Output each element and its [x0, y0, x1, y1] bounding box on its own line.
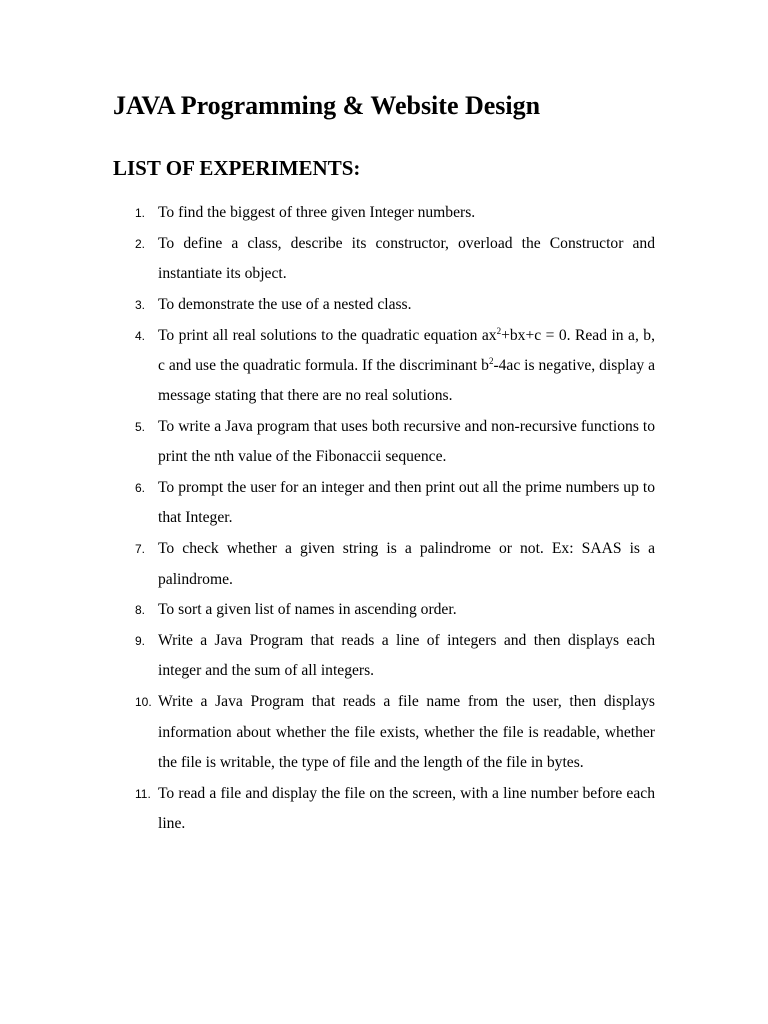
list-item — [0, 534, 768, 595]
list-item-text: To write a Java program that uses both recursive and non-recursive functions to print the nth value of the Fibonaccii sequence. — [158, 418, 655, 466]
superscript-exponent: 2 — [488, 355, 494, 366]
list-item-text: To check whether a given string is a palindrome or not. Ex: SAAS is a palindrome. — [158, 540, 655, 588]
list-item-text: Write a Java Program that reads a file name from the user, then displays information about whether the file exists, whether the file is readable, whether the file is writable, the type of file and the length of the file in bytes. — [158, 693, 655, 771]
list-item-number: 5. — [135, 420, 146, 435]
quadratic-text-part1: To print all real solutions to the quadratic equation ax — [158, 326, 497, 344]
list-item-text: To read a file and display the file on the screen, with a line number before each line. — [158, 784, 655, 832]
quadratic-text-part3: -4ac is negative, display a message stating that there are no real solutions. — [158, 356, 655, 405]
list-item-text: To define a class, describe its constructor, overload the Constructor and instantiate its object. — [158, 234, 655, 283]
list-item-text: To find the biggest of three given Integer numbers. — [158, 204, 476, 221]
list-item-number: 8. — [135, 603, 146, 618]
list-heading: LIST OF EXPERIMENTS: — [113, 156, 361, 180]
list-item-number: 6. — [135, 481, 146, 496]
list-item — [0, 321, 768, 412]
list-item-text: To demonstrate the use of a nested class. — [158, 295, 412, 313]
list-item-text — [158, 321, 655, 412]
list-item-number: 2. — [135, 236, 146, 251]
list-item-number: 9. — [135, 634, 146, 649]
list-item-text: Write a Java Program that reads a line of integers and then displays each integer and the sum of all integers. — [158, 632, 655, 680]
list-item-number: 4. — [135, 328, 146, 343]
list-item — [0, 412, 768, 473]
list-item — [0, 198, 768, 228]
list-item-text: To sort a given list of names in ascending order. — [158, 601, 457, 619]
quadratic-text-part2: +bx+c = 0. Read in a, b, c and use the quadratic formula. If the discriminant b — [158, 326, 655, 374]
list-item-number: 10. — [135, 695, 152, 710]
list-item — [0, 473, 768, 534]
superscript-exponent: 2 — [496, 325, 502, 336]
list-item — [0, 290, 768, 320]
experiment-list — [0, 198, 768, 840]
list-item — [0, 595, 768, 625]
page-title: JAVA Programming & Website Design — [113, 91, 541, 120]
list-item-number: 1. — [135, 206, 146, 220]
list-item-number: 7. — [135, 542, 146, 557]
list-item-number: 3. — [135, 297, 146, 312]
list-item — [0, 626, 768, 687]
list-item-text: To prompt the user for an integer and then print out all the prime numbers up to that Integer. — [158, 479, 655, 527]
list-item — [0, 779, 768, 840]
list-item — [0, 229, 768, 290]
list-item — [0, 687, 768, 778]
list-item-number: 11. — [135, 786, 151, 801]
